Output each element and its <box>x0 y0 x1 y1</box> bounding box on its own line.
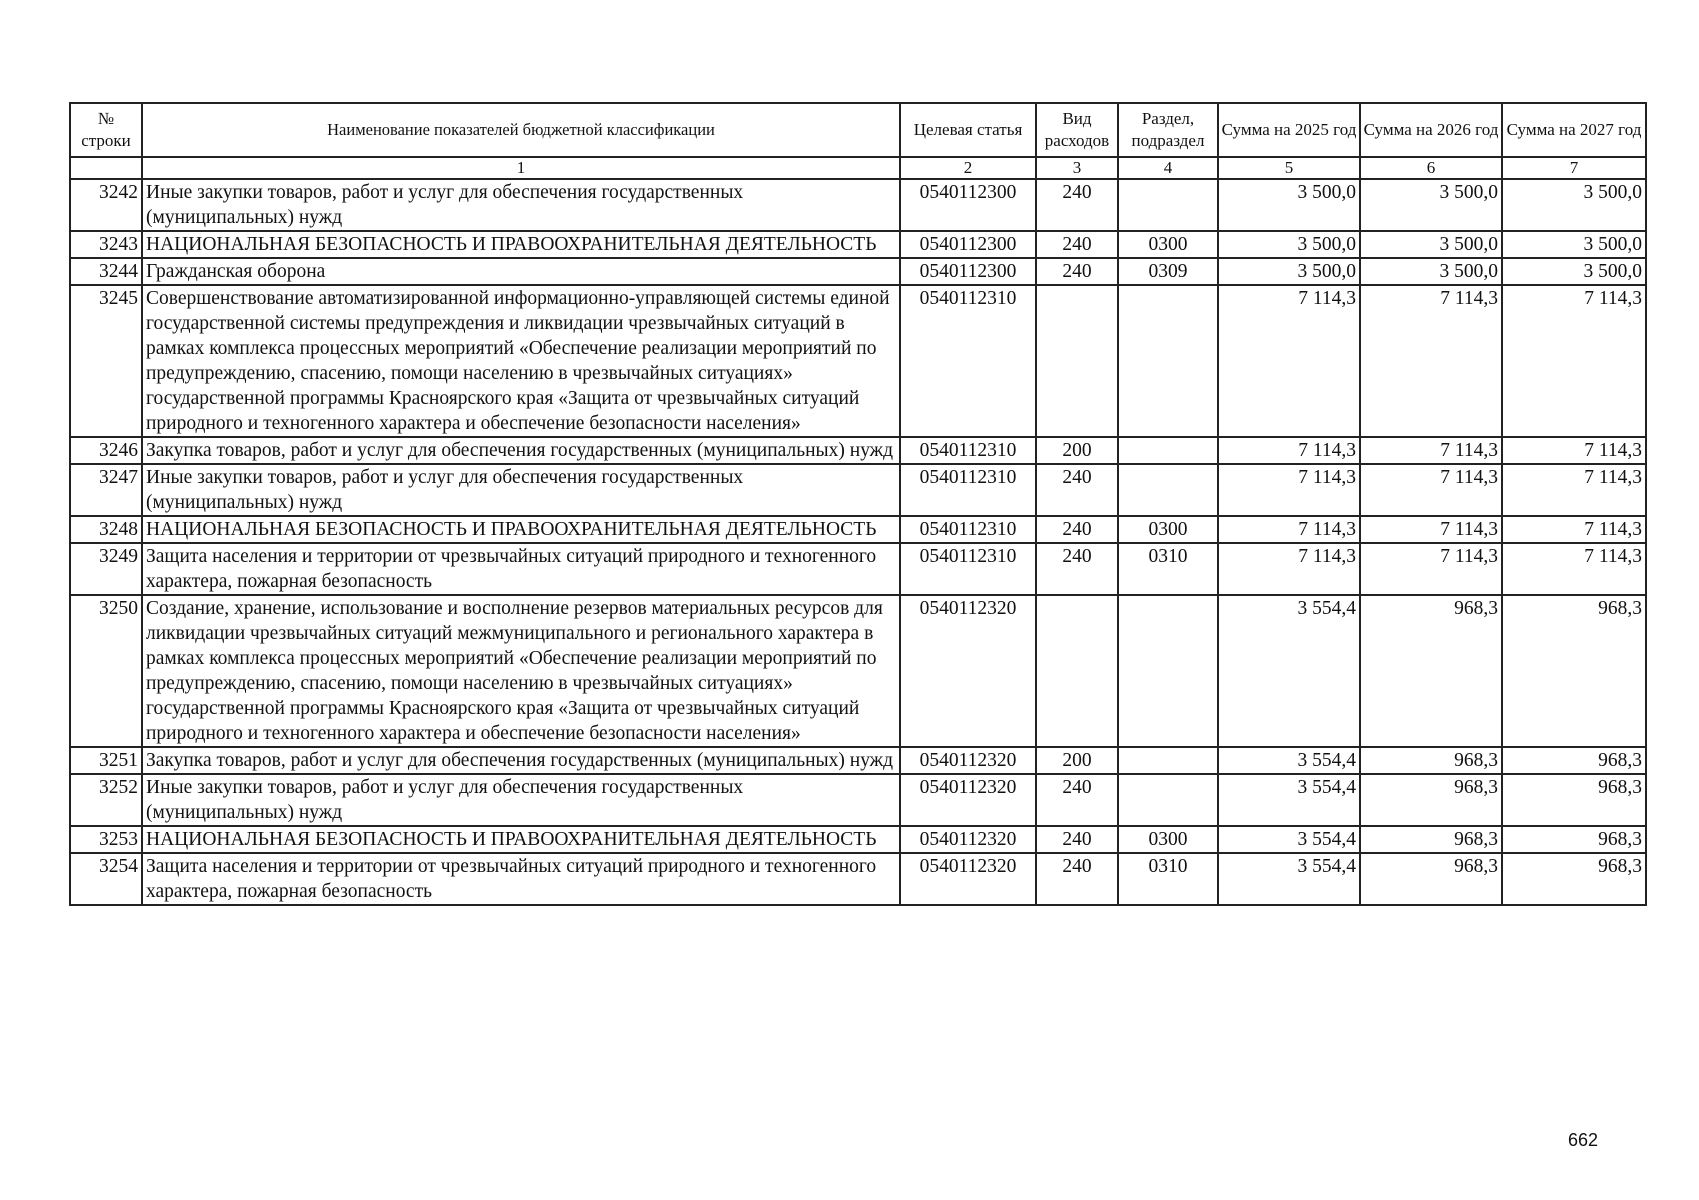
sum-2025: 3 554,4 <box>1218 595 1360 747</box>
expense-type: 200 <box>1036 747 1118 774</box>
row-name: Иные закупки товаров, работ и услуг для обеспечения государственных (муниципальных) нужд <box>142 464 900 516</box>
section-code: 0300 <box>1118 231 1218 258</box>
section-code: 0300 <box>1118 826 1218 853</box>
target-code: 0540112320 <box>900 774 1036 826</box>
expense-type: 240 <box>1036 258 1118 285</box>
sum-2026: 3 500,0 <box>1360 231 1502 258</box>
header-sum-2027: Сумма на 2027 год <box>1502 103 1646 157</box>
section-code <box>1118 464 1218 516</box>
sum-2027: 968,3 <box>1502 747 1646 774</box>
target-code: 0540112320 <box>900 826 1036 853</box>
row-name: Иные закупки товаров, работ и услуг для обеспечения государственных (муниципальных) нужд <box>142 179 900 231</box>
section-code: 0300 <box>1118 516 1218 543</box>
table-row <box>70 285 1646 437</box>
row-number: 3245 <box>70 285 142 437</box>
row-number: 3244 <box>70 258 142 285</box>
section-code: 0310 <box>1118 853 1218 905</box>
section-code <box>1118 774 1218 826</box>
section-code <box>1118 595 1218 747</box>
table-row <box>70 595 1646 747</box>
sum-2027: 3 500,0 <box>1502 231 1646 258</box>
target-code: 0540112310 <box>900 464 1036 516</box>
table-row <box>70 543 1646 595</box>
expense-type <box>1036 595 1118 747</box>
target-code: 0540112310 <box>900 516 1036 543</box>
expense-type: 240 <box>1036 826 1118 853</box>
expense-type: 240 <box>1036 774 1118 826</box>
sum-2027: 7 114,3 <box>1502 543 1646 595</box>
sum-2025: 3 554,4 <box>1218 826 1360 853</box>
column-numbers-row <box>70 157 1646 179</box>
row-name: Гражданская оборона <box>142 258 900 285</box>
row-name: Защита населения и территории от чрезвычайных ситуаций природного и техногенного характера, пожарная безопасность <box>142 853 900 905</box>
expense-type: 240 <box>1036 179 1118 231</box>
row-name: НАЦИОНАЛЬНАЯ БЕЗОПАСНОСТЬ И ПРАВООХРАНИТЕЛЬНАЯ ДЕЯТЕЛЬНОСТЬ <box>142 516 900 543</box>
sum-2027: 7 114,3 <box>1502 285 1646 437</box>
sum-2026: 7 114,3 <box>1360 516 1502 543</box>
target-code: 0540112320 <box>900 747 1036 774</box>
table-row <box>70 258 1646 285</box>
table-row <box>70 774 1646 826</box>
sum-2025: 7 114,3 <box>1218 464 1360 516</box>
sum-2026: 968,3 <box>1360 774 1502 826</box>
row-name: Создание, хранение, использование и восполнение резервов материальных ресурсов для ликвидации чрезвычайных ситуаций межмуниципального и регионального характера в рамках комплекса процессных мероприятий «Обеспечение реализации мероприятий по предупреждению, спасению, помощи населению в чрезвычайных ситуациях» государственной программы Красноярского края «Защита от чрезвычайных ситуаций природного и техногенного характера и обеспечение безопасности населения» <box>142 595 900 747</box>
row-number: 3242 <box>70 179 142 231</box>
header-row-number: № строки <box>70 103 142 157</box>
row-name: Иные закупки товаров, работ и услуг для обеспечения государственных (муниципальных) нужд <box>142 774 900 826</box>
sum-2025: 3 554,4 <box>1218 747 1360 774</box>
sum-2027: 968,3 <box>1502 595 1646 747</box>
row-name: НАЦИОНАЛЬНАЯ БЕЗОПАСНОСТЬ И ПРАВООХРАНИТЕЛЬНАЯ ДЕЯТЕЛЬНОСТЬ <box>142 826 900 853</box>
sum-2026: 7 114,3 <box>1360 285 1502 437</box>
row-number: 3249 <box>70 543 142 595</box>
row-number: 3250 <box>70 595 142 747</box>
target-code: 0540112310 <box>900 543 1036 595</box>
target-code: 0540112300 <box>900 231 1036 258</box>
page-number: 662 <box>1568 1130 1599 1150</box>
row-number: 3251 <box>70 747 142 774</box>
column-number: 7 <box>1502 157 1646 179</box>
sum-2026: 3 500,0 <box>1360 258 1502 285</box>
column-number: 5 <box>1218 157 1360 179</box>
target-code: 0540112320 <box>900 595 1036 747</box>
header-sum-2026: Сумма на 2026 год <box>1360 103 1502 157</box>
row-number: 3243 <box>70 231 142 258</box>
target-code: 0540112300 <box>900 258 1036 285</box>
header-row <box>70 103 1646 157</box>
sum-2026: 7 114,3 <box>1360 437 1502 464</box>
section-code: 0309 <box>1118 258 1218 285</box>
table-row <box>70 437 1646 464</box>
sum-2027: 7 114,3 <box>1502 437 1646 464</box>
row-number: 3253 <box>70 826 142 853</box>
sum-2027: 3 500,0 <box>1502 179 1646 231</box>
budget-table-container <box>69 102 1645 906</box>
sum-2026: 968,3 <box>1360 595 1502 747</box>
header-razdel: Раздел, подраздел <box>1118 103 1218 157</box>
sum-2027: 3 500,0 <box>1502 258 1646 285</box>
header-vid: Вид расходов <box>1036 103 1118 157</box>
row-name: Защита населения и территории от чрезвычайных ситуаций природного и техногенного характера, пожарная безопасность <box>142 543 900 595</box>
expense-type: 240 <box>1036 231 1118 258</box>
expense-type <box>1036 285 1118 437</box>
expense-type: 200 <box>1036 437 1118 464</box>
row-number: 3254 <box>70 853 142 905</box>
budget-table <box>69 102 1647 906</box>
expense-type: 240 <box>1036 853 1118 905</box>
column-number: 6 <box>1360 157 1502 179</box>
table-row <box>70 826 1646 853</box>
sum-2025: 3 500,0 <box>1218 258 1360 285</box>
sum-2026: 968,3 <box>1360 853 1502 905</box>
sum-2027: 7 114,3 <box>1502 516 1646 543</box>
row-number: 3248 <box>70 516 142 543</box>
target-code: 0540112310 <box>900 285 1036 437</box>
expense-type: 240 <box>1036 543 1118 595</box>
table-body <box>70 179 1646 905</box>
target-code: 0540112310 <box>900 437 1036 464</box>
row-name: Закупка товаров, работ и услуг для обеспечения государственных (муниципальных) нужд <box>142 747 900 774</box>
sum-2027: 968,3 <box>1502 826 1646 853</box>
sum-2026: 968,3 <box>1360 826 1502 853</box>
expense-type: 240 <box>1036 516 1118 543</box>
row-name: Совершенствование автоматизированной информационно-управляющей системы единой государственной системы предупреждения и ликвидации чрезвычайных ситуаций в рамках комплекса процессных мероприятий «Обеспечение реализации мероприятий по предупреждению, спасению, помощи населению в чрезвычайных ситуациях» государственной программы Красноярского края «Защита от чрезвычайных ситуаций природного и техногенного характера и обеспечение безопасности населения» <box>142 285 900 437</box>
row-number: 3247 <box>70 464 142 516</box>
sum-2025: 7 114,3 <box>1218 543 1360 595</box>
section-code <box>1118 285 1218 437</box>
sum-2025: 3 554,4 <box>1218 853 1360 905</box>
sum-2026: 968,3 <box>1360 747 1502 774</box>
sum-2025: 3 500,0 <box>1218 231 1360 258</box>
table-row <box>70 231 1646 258</box>
row-name: Закупка товаров, работ и услуг для обеспечения государственных (муниципальных) нужд <box>142 437 900 464</box>
sum-2027: 968,3 <box>1502 853 1646 905</box>
column-number: 2 <box>900 157 1036 179</box>
section-code <box>1118 437 1218 464</box>
column-number: 4 <box>1118 157 1218 179</box>
sum-2026: 7 114,3 <box>1360 543 1502 595</box>
column-number: 1 <box>142 157 900 179</box>
table-row <box>70 853 1646 905</box>
row-number: 3252 <box>70 774 142 826</box>
header-sum-2025: Сумма на 2025 год <box>1218 103 1360 157</box>
row-number: 3246 <box>70 437 142 464</box>
row-name: НАЦИОНАЛЬНАЯ БЕЗОПАСНОСТЬ И ПРАВООХРАНИТЕЛЬНАЯ ДЕЯТЕЛЬНОСТЬ <box>142 231 900 258</box>
sum-2026: 7 114,3 <box>1360 464 1502 516</box>
sum-2025: 7 114,3 <box>1218 437 1360 464</box>
sum-2025: 7 114,3 <box>1218 285 1360 437</box>
target-code: 0540112300 <box>900 179 1036 231</box>
sum-2026: 3 500,0 <box>1360 179 1502 231</box>
table-row <box>70 179 1646 231</box>
sum-2025: 3 554,4 <box>1218 774 1360 826</box>
table-row <box>70 747 1646 774</box>
sum-2025: 7 114,3 <box>1218 516 1360 543</box>
table-header <box>70 103 1646 179</box>
column-number <box>70 157 142 179</box>
header-target: Целевая статья <box>900 103 1036 157</box>
header-name: Наименование показателей бюджетной классификации <box>142 103 900 157</box>
column-number: 3 <box>1036 157 1118 179</box>
table-row <box>70 464 1646 516</box>
section-code <box>1118 179 1218 231</box>
target-code: 0540112320 <box>900 853 1036 905</box>
sum-2025: 3 500,0 <box>1218 179 1360 231</box>
section-code <box>1118 747 1218 774</box>
expense-type: 240 <box>1036 464 1118 516</box>
sum-2027: 968,3 <box>1502 774 1646 826</box>
table-row <box>70 516 1646 543</box>
sum-2027: 7 114,3 <box>1502 464 1646 516</box>
section-code: 0310 <box>1118 543 1218 595</box>
